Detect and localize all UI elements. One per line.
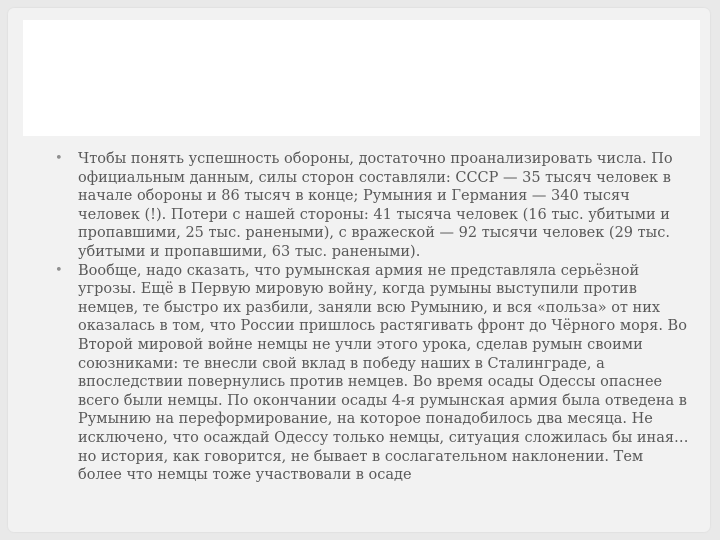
bullet-text: Чтобы понять успешность обороны, достаточно проанализировать числа. По официальным данным, силы сторон составляли: СССР — 35 тысяч человек в начале обороны и 86 тысяч в конце; Румыния и Германия — 340 тысяч человек (!). Потери с нашей стороны: 41 тысяча человек (16 тыс. убитыми и пропавшими, 25 тыс. ранеными), с вражеской — 92 тысячи человек (29 тыс. убитыми и пропавшими, 63 тыс. ранеными). — [78, 151, 673, 260]
bullet-icon: • — [55, 262, 63, 278]
bullet-text: Вообще, надо сказать, что румынская армия не представляла серьёзной угрозы. Ещё в Первую мировую войну, когда румыны выступили против немцев, те быстро их разбили, заняли всю Румынию, и вся «польза» от них оказалась в том, что России пришлось растягивать фронт до Чёрного моря. Во Второй мировой войне немцы не учли этого урока, сделав румын своими союзниками: те внесли свой вклад в победу наших в Сталинграде, а впоследствии повернулись против немцев. Во время осады Одессы опаснее всего были немцы. По окончании осады 4-я румынская армия была отведена в Румынию на переформирование, на которое понадобилось два месяца. Не исключено, что осаждай Одессу только немцы, ситуация сложилась бы иная… но история, как говорится, не бывает в сослагательном наклонении. Тем более что немцы тоже участвовали в осаде — [78, 262, 689, 484]
slide — [8, 8, 710, 532]
slide-title-placeholder — [23, 20, 700, 136]
bullet-item — [55, 262, 690, 485]
bullet-icon: • — [55, 151, 63, 166]
bullet-item — [55, 150, 690, 262]
bullet-list — [55, 150, 690, 485]
